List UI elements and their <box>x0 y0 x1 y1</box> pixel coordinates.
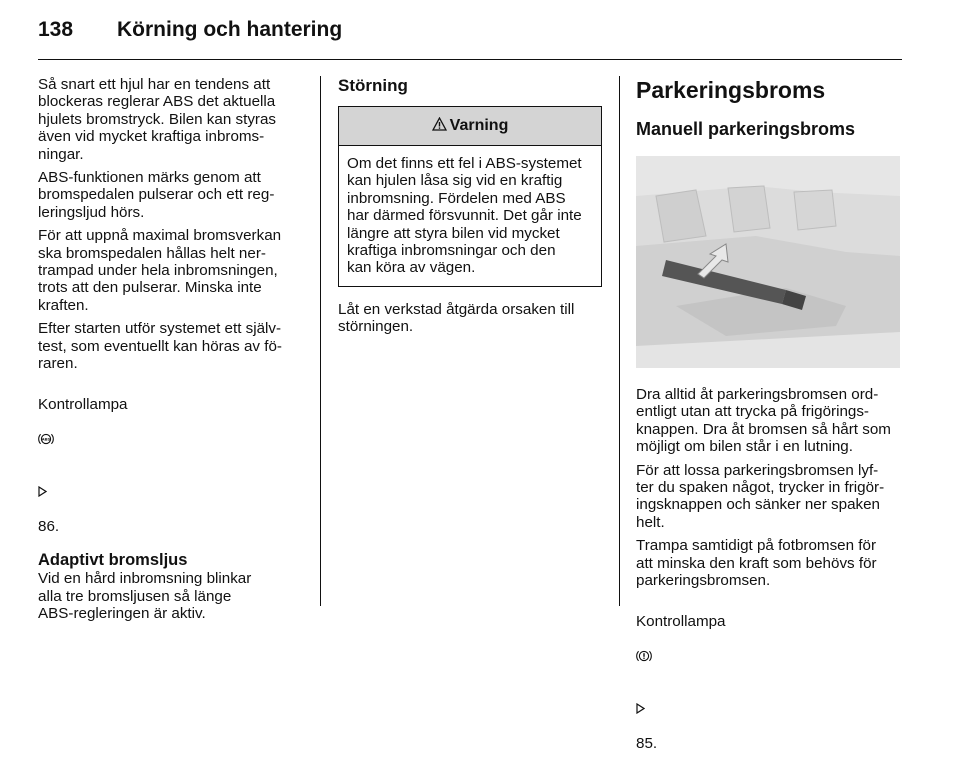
column-1 <box>38 76 308 628</box>
page-reference-icon <box>636 700 645 717</box>
warning-title: Varning <box>449 117 509 135</box>
abs-paragraph: ABS-funktionen märks genom att bromspedalen pulserar och ett reg- leringsljud hörs. <box>38 169 275 221</box>
column-divider <box>619 76 620 606</box>
svg-text:ABS: ABS <box>41 436 51 442</box>
parking-brake-paragraph: Trampa samtidigt på fotbromsen för att minska den kraft som behövs för parkeringsbromsen. <box>636 537 877 590</box>
column-2 <box>338 76 603 342</box>
parking-brake-title: Parkeringsbroms <box>636 77 826 103</box>
abs-paragraph: Så snart ett hjul har en tendens att blockeras reglerar ABS det aktuella hjulets bromstryck. Bilen kan styras även vid mycket kraftiga inbroms- ningar. <box>38 76 277 163</box>
warning-header <box>339 107 601 146</box>
control-lamp-label: Kontrollampa <box>38 395 128 413</box>
adaptive-brake-light-heading: Adaptivt bromsljus <box>38 551 188 570</box>
column-3 <box>636 76 902 758</box>
fault-heading: Störning <box>338 76 408 95</box>
brake-warning-icon <box>636 648 652 665</box>
parking-brake-paragraph: Dra alltid åt parkeringsbromsen ord- entligt utan att trycka på frigörings- knappen. Dra åt bromsen så hårt som möjligt om bilen står i en lutning. <box>636 386 891 456</box>
parking-brake-paragraph: För att lossa parkeringsbromsen lyf- ter du spaken något, trycker in frigör- ingsknappen och sänker ner spaken helt. <box>636 461 885 531</box>
control-lamp-line <box>38 379 308 536</box>
adaptive-brake-light-text: Vid en hård inbromsning blinkar alla tre bromsljusen så länge ABS-regleringen är aktiv. <box>38 570 252 622</box>
fault-advice: Låt en verkstad åtgärda orsaken till störningen. <box>338 300 575 336</box>
control-lamp-ref: 85. <box>636 734 658 752</box>
column-divider <box>320 76 321 606</box>
header-rule <box>38 59 902 60</box>
page-header <box>38 18 908 48</box>
abs-warning-icon <box>38 431 54 448</box>
control-lamp-ref: 86. <box>38 517 60 535</box>
abs-paragraph: För att uppnå maximal bromsverkan ska bromspedalen hållas helt ner- trampad under hela inbromsningen, trots att den pulserar. Minska inte kraften. <box>38 227 282 314</box>
warning-triangle-icon <box>432 117 447 134</box>
page-reference-icon <box>38 483 47 500</box>
parking-brake-illustration <box>636 156 900 368</box>
chapter-title: Körning och hantering <box>117 18 343 41</box>
abs-paragraph: Efter starten utför systemet ett själv- test, som eventuellt kan höras av fö- raren. <box>38 320 282 373</box>
page-number: 138 <box>38 18 74 41</box>
warning-text: Om det finns ett fel i ABS-systemet kan hjulen låsa sig vid en kraftig inbromsning. Fördelen med ABS har därmed försvunnit. Det går inte längre att styra bilen vid mycket kraftiga inbromsningar och den kan köra av vägen. <box>347 155 582 277</box>
manual-parking-brake-subtitle: Manuell parkeringsbroms <box>636 119 856 139</box>
control-lamp-label: Kontrollampa <box>636 612 726 630</box>
control-lamp-line <box>636 595 902 752</box>
warning-box <box>338 106 602 287</box>
